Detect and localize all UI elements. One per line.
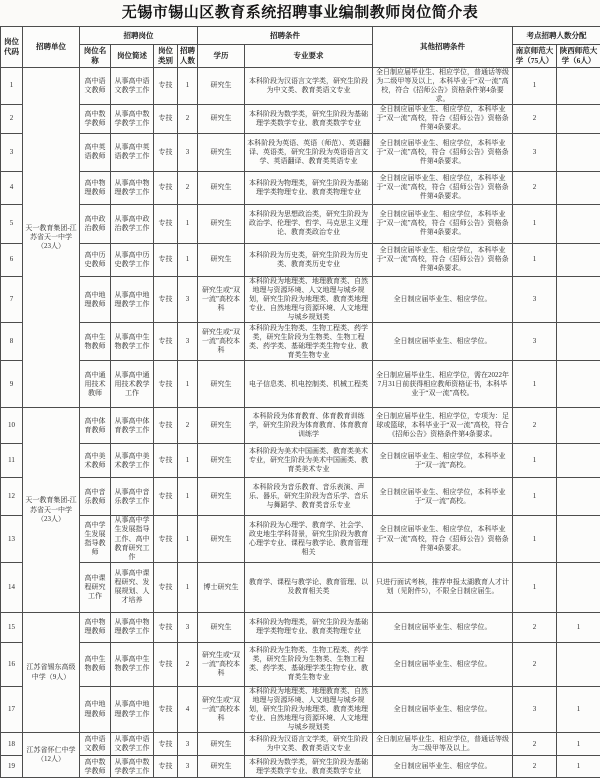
cell-other: 全日制应届毕业生、相应学位，本科毕业于“双一流”高校，符合《招师公告》资格条件第4条要求。 [373, 516, 513, 562]
cell-site-nanjing: 1 [513, 204, 557, 243]
cell-count: 2 [178, 171, 198, 204]
cell-code: 15 [1, 612, 23, 642]
cell-position-desc: 从事高中体育教学工作 [111, 408, 154, 444]
cell-site-shaanxi [557, 276, 600, 322]
cell-other: 全日制应届毕业生、相应学位，本科毕业于“双一流”高校。 [373, 444, 513, 478]
cell-position-name: 高中生物教师 [80, 642, 111, 686]
cell-position-type: 专技 [154, 612, 178, 642]
cell-position-type: 专技 [154, 686, 178, 732]
cell-position-name: 高中课程研究工作 [80, 562, 111, 612]
cell-site-shaanxi [557, 642, 600, 686]
table-row [1, 67, 600, 104]
col-header-position-type: 岗位类别 [154, 45, 178, 68]
cell-major: 本科阶段为生物类、生物工程类、药学类，研究生阶段为生物类、生物工程类、药学类、基础理学类生物专业、教育类生物专业 [245, 323, 373, 361]
cell-position-name: 高中物理教师 [80, 171, 111, 204]
cell-major: 本科阶段为数学类，研究生阶段为基础理学类数学专业、教育类数学专业 [245, 756, 373, 778]
cell-position-name: 高中政治教师 [80, 204, 111, 243]
cell-code: 6 [1, 243, 23, 276]
cell-position-desc: 从事高中生物教学工作 [111, 642, 154, 686]
cell-site-shaanxi [557, 478, 600, 516]
table-row [1, 756, 600, 778]
cell-position-name: 高中物理教师 [80, 612, 111, 642]
col-header-position-desc: 岗位简述 [111, 45, 154, 68]
cell-count: 1 [178, 361, 198, 408]
cell-site-shaanxi: 1 [557, 733, 600, 756]
cell-position-name: 高中通用技术教师 [80, 361, 111, 408]
cell-other: 全日制应届毕业生、相应学位。 [373, 756, 513, 778]
cell-code: 8 [1, 323, 23, 361]
table-row [1, 516, 600, 562]
cell-recruiting-unit: 江苏省怀仁中学（12人） [23, 733, 80, 778]
col-header-site-nanjing: 南京师范大学（75人） [513, 45, 557, 68]
cell-position-desc: 从事高中音乐教学工作 [111, 478, 154, 516]
cell-degree: 研究生 [198, 516, 245, 562]
cell-position-type: 专技 [154, 361, 178, 408]
cell-position-desc: 从事高中政治教学工作 [111, 204, 154, 243]
cell-position-name: 高中语文教师 [80, 733, 111, 756]
table-row [1, 104, 600, 133]
cell-other: 只进行面试考核，推荐申报太湖教育人才计划（见附件5），不限全日制应届生。 [373, 562, 513, 612]
cell-count: 3 [178, 323, 198, 361]
cell-site-nanjing: 2 [513, 171, 557, 204]
cell-degree: 研究生 [198, 444, 245, 478]
cell-other: 全日制应届毕业生、相应学位。 [373, 642, 513, 686]
cell-site-shaanxi [557, 516, 600, 562]
cell-position-type: 专技 [154, 516, 178, 562]
table-row [1, 276, 600, 322]
cell-position-type: 专技 [154, 67, 178, 104]
cell-position-type: 专技 [154, 408, 178, 444]
cell-site-shaanxi [557, 67, 600, 104]
cell-site-nanjing: 2 [513, 612, 557, 642]
cell-degree: 研究生 [198, 243, 245, 276]
positions-table [0, 26, 600, 778]
cell-site-nanjing: 3 [513, 686, 557, 732]
cell-other: 全日制应届毕业生、相应学位，本科毕业于“双一流”高校，符合《招师公告》资格条件第4条要求。 [373, 133, 513, 171]
cell-position-desc: 从事高中地理教学工作 [111, 686, 154, 732]
cell-site-nanjing: 3 [513, 323, 557, 361]
cell-code: 5 [1, 204, 23, 243]
cell-other: 全日制应届毕业生、相应学位，本科毕业于“双一流”高校，符合《招师公告》资格条件第4条要求。 [373, 171, 513, 204]
table-row [1, 204, 600, 243]
col-header-count: 招聘人数 [178, 45, 198, 68]
cell-position-desc: 从事高中通用技术教学工作 [111, 361, 154, 408]
cell-site-shaanxi [557, 104, 600, 133]
cell-degree: 研究生 [198, 104, 245, 133]
col-header-other: 其他招聘条件 [373, 27, 513, 68]
cell-degree: 研究生 [198, 612, 245, 642]
cell-position-name: 高中语文教师 [80, 67, 111, 104]
cell-degree: 研究生 [198, 756, 245, 778]
cell-position-name: 高中生物教师 [80, 323, 111, 361]
cell-count: 2 [178, 408, 198, 444]
col-header-code: 岗位代码 [1, 27, 23, 68]
cell-site-shaanxi [557, 562, 600, 612]
cell-position-type: 专技 [154, 171, 178, 204]
cell-code: 14 [1, 562, 23, 612]
col-header-position-name: 岗位名称 [80, 45, 111, 68]
cell-count: 3 [178, 276, 198, 322]
cell-code: 7 [1, 276, 23, 322]
table-row [1, 642, 600, 686]
cell-degree: 研究生 [198, 361, 245, 408]
cell-count: 3 [178, 133, 198, 171]
cell-other: 全日制应届毕业生、相应学位，专项为：足球或篮球，本科毕业于“双一流”高校，符合《招师公告》资格条件第4条要求。 [373, 408, 513, 444]
col-group-position: 招聘岗位 [80, 27, 198, 45]
cell-count: 3 [178, 733, 198, 756]
cell-recruiting-unit: 天一教育集团-江苏省天一中学（23人） [23, 67, 80, 408]
cell-position-type: 专技 [154, 733, 178, 756]
cell-degree: 研究生 [198, 171, 245, 204]
cell-other: 全日制应届毕业生、相应学位，本科毕业于“双一流”高校，符合《招师公告》资格条件第4条要求。 [373, 104, 513, 133]
cell-code: 1 [1, 67, 23, 104]
cell-site-nanjing: 2 [513, 733, 557, 756]
col-header-site-shaanxi: 陕西师范大学（6人） [557, 45, 600, 68]
cell-count: 1 [178, 67, 198, 104]
cell-site-nanjing: 1 [513, 562, 557, 612]
cell-position-name: 高中美术教师 [80, 444, 111, 478]
cell-position-desc: 从事高中物理教学工作 [111, 612, 154, 642]
cell-major: 本科阶段为音乐教育、音乐表演、声乐、器乐，研究生阶段为音乐学、音乐与舞蹈学、教育类音乐专业 [245, 478, 373, 516]
cell-position-desc: 从事高中生物教学工作 [111, 323, 154, 361]
cell-position-type: 专技 [154, 756, 178, 778]
cell-site-nanjing: 1 [513, 516, 557, 562]
cell-site-shaanxi [557, 323, 600, 361]
cell-major: 本科阶段为汉语言文学类，研究生阶段为中文类、教育类语文专业 [245, 733, 373, 756]
cell-code: 17 [1, 686, 23, 732]
cell-position-name: 高中学生发展指导教师 [80, 516, 111, 562]
cell-site-nanjing: 1 [513, 67, 557, 104]
cell-position-desc: 从事高中语文教学工作 [111, 67, 154, 104]
cell-code: 11 [1, 444, 23, 478]
cell-count: 2 [178, 104, 198, 133]
cell-position-desc: 从事高中美术教学工作 [111, 444, 154, 478]
cell-position-desc: 从事高中数学教学工作 [111, 104, 154, 133]
cell-major: 本科阶段为美术中国画类、教育类美术专业，研究生阶段为美术中国画类、教育类美术专业 [245, 444, 373, 478]
cell-major: 本科阶段为英语、英语（师范）、英语翻译、英语类，研究生阶段为英语语言文学、英语翻译、教育类英语专业 [245, 133, 373, 171]
cell-position-name: 高中数学教师 [80, 756, 111, 778]
cell-degree: 博士研究生 [198, 562, 245, 612]
cell-other: 全日制应届毕业生、相应学位。 [373, 323, 513, 361]
cell-other: 全日制应届毕业生、相应学位，普通话等级为二级甲等及以上，本科毕业于“双一流”高校，符合《招师公告》资格条件第4条要求。 [373, 67, 513, 104]
cell-other: 全日制应届毕业生、相应学位。 [373, 276, 513, 322]
col-header-unit: 招聘单位 [23, 27, 80, 68]
cell-count: 1 [178, 243, 198, 276]
cell-major: 教育学、课程与教学论、教育管理、以及教育相关类 [245, 562, 373, 612]
cell-recruiting-unit: 江苏省锡东高级中学（9人） [23, 612, 80, 732]
table-body [1, 67, 600, 778]
cell-degree: 研究生 [198, 204, 245, 243]
cell-recruiting-unit: 天一教育集团-江苏省天一中学（23人） [23, 408, 80, 612]
cell-code: 16 [1, 642, 23, 686]
cell-code: 3 [1, 133, 23, 171]
cell-major: 本科阶段为体育教育、体育教育训练学，研究生阶段为体育教育、体育教育训练学 [245, 408, 373, 444]
cell-position-type: 专技 [154, 444, 178, 478]
cell-position-name: 高中数学教师 [80, 104, 111, 133]
table-row [1, 612, 600, 642]
cell-position-type: 专技 [154, 204, 178, 243]
cell-code: 2 [1, 104, 23, 133]
cell-other: 全日制应届毕业生、相应学位。 [373, 612, 513, 642]
cell-major: 本科阶段为地理类、地理教育类、自然地理与资源环境、人文地理与城乡规划，研究生阶段为地理类、教育类地理专业、自然地理与资源环境、人文地理与城乡规划类 [245, 686, 373, 732]
cell-count: 1 [178, 562, 198, 612]
cell-site-shaanxi [557, 408, 600, 444]
cell-major: 本科阶段为生物类、生物工程类、药学类，研究生阶段为生物类、生物工程类、药学类、基础理学类生物专业、教育类生物专业 [245, 642, 373, 686]
cell-degree: 研究生 [198, 67, 245, 104]
cell-site-shaanxi [557, 361, 600, 408]
cell-site-nanjing: 2 [513, 104, 557, 133]
cell-other: 全日制应届毕业生、相应学位，普通话等级为二级甲等及以上。 [373, 733, 513, 756]
cell-site-shaanxi [557, 444, 600, 478]
cell-site-nanjing: 2 [513, 408, 557, 444]
table-row [1, 361, 600, 408]
cell-site-nanjing: 2 [513, 642, 557, 686]
cell-count: 2 [178, 642, 198, 686]
cell-position-name: 高中历史教师 [80, 243, 111, 276]
cell-count: 1 [178, 204, 198, 243]
table-row [1, 686, 600, 732]
cell-degree: 研究生或“双一流”高校本科 [198, 276, 245, 322]
cell-position-type: 专技 [154, 133, 178, 171]
cell-site-shaanxi: 1 [557, 612, 600, 642]
cell-position-type: 专技 [154, 478, 178, 516]
cell-degree: 研究生或“双一流”高校本科 [198, 686, 245, 732]
cell-site-nanjing: 1 [513, 243, 557, 276]
cell-count: 1 [178, 444, 198, 478]
table-row [1, 733, 600, 756]
cell-count: 1 [178, 478, 198, 516]
cell-count: 4 [178, 686, 198, 732]
cell-position-name: 高中英语教师 [80, 133, 111, 171]
cell-position-desc: 从事高中学生发展指导工作、高中教育研究工作 [111, 516, 154, 562]
cell-major: 本科阶段为汉语言文学类，研究生阶段为中文类、教育类语文专业 [245, 67, 373, 104]
cell-site-nanjing: 3 [513, 276, 557, 322]
cell-position-type: 专技 [154, 276, 178, 322]
cell-position-type: 专技 [154, 323, 178, 361]
cell-degree: 研究生 [198, 133, 245, 171]
cell-site-nanjing: 1 [513, 478, 557, 516]
cell-position-desc: 从事高中地理教学工作 [111, 276, 154, 322]
cell-position-desc: 从事高中物理教学工作 [111, 171, 154, 204]
col-header-major: 专业要求 [245, 45, 373, 68]
table-row [1, 562, 600, 612]
cell-position-type: 专技 [154, 562, 178, 612]
cell-degree: 研究生或“双一流”高校本科 [198, 323, 245, 361]
cell-other: 全日制应届毕业生、相应学位，本科毕业于“双一流”高校，符合《招师公告》资格条件第4条要求。 [373, 243, 513, 276]
table-row [1, 243, 600, 276]
cell-degree: 研究生 [198, 478, 245, 516]
cell-degree: 研究生 [198, 408, 245, 444]
cell-code: 13 [1, 516, 23, 562]
cell-site-shaanxi: 1 [557, 756, 600, 778]
cell-position-name: 高中地理教师 [80, 686, 111, 732]
cell-count: 3 [178, 756, 198, 778]
cell-code: 9 [1, 361, 23, 408]
cell-position-desc: 从事高中语文教学工作 [111, 733, 154, 756]
cell-code: 4 [1, 171, 23, 204]
cell-count: 1 [178, 516, 198, 562]
cell-site-nanjing: 1 [513, 361, 557, 408]
cell-position-name: 高中地理教师 [80, 276, 111, 322]
cell-major: 本科阶段为物理类，研究生阶段为基础理学类物理专业、教育类物理专业 [245, 171, 373, 204]
table-row [1, 133, 600, 171]
cell-degree: 研究生 [198, 733, 245, 756]
cell-code: 18 [1, 733, 23, 756]
page-title: 无锡市锡山区教育系统招聘事业编制教师岗位简介表 [0, 0, 600, 26]
cell-site-shaanxi [557, 204, 600, 243]
cell-other: 全日制应届毕业生、相应学位，本科毕业于“双一流”高校，符合《招师公告》资格条件第4条要求。 [373, 204, 513, 243]
cell-site-nanjing: 2 [513, 756, 557, 778]
table-row [1, 323, 600, 361]
cell-count: 3 [178, 612, 198, 642]
cell-position-type: 专技 [154, 243, 178, 276]
col-group-site-allocation: 考点招聘人数分配 [513, 27, 600, 45]
cell-code: 10 [1, 408, 23, 444]
cell-major: 本科阶段为数学类，研究生阶段为基础理学类数学专业、教育类数学专业 [245, 104, 373, 133]
cell-major: 本科阶段为心理学、教育学、社会学、政史地生学科背景，研究生阶段为教育心理学专业、课程与教学论、教育管理相关 [245, 516, 373, 562]
cell-major: 本科阶段为思想政治类，研究生阶段为政治学、伦理学、哲学、马克思主义理论、教育类政治专业 [245, 204, 373, 243]
cell-code: 19 [1, 756, 23, 778]
cell-position-desc: 从事高中历史教学工作 [111, 243, 154, 276]
cell-other: 全日制应届毕业生、相应学位，需在2022年7月31日前获得相应教师资格证书，本科毕业于“双一流”高校。 [373, 361, 513, 408]
cell-site-shaanxi [557, 243, 600, 276]
cell-other: 全日制应届毕业生、相应学位。 [373, 686, 513, 732]
table-row [1, 171, 600, 204]
cell-degree: 研究生或“双一流”高校本科 [198, 642, 245, 686]
table-row [1, 444, 600, 478]
cell-position-type: 专技 [154, 104, 178, 133]
col-header-degree: 学历 [198, 45, 245, 68]
cell-code: 12 [1, 478, 23, 516]
table-row [1, 478, 600, 516]
cell-site-nanjing: 3 [513, 133, 557, 171]
cell-position-type: 专技 [154, 642, 178, 686]
cell-major: 电子信息类、机电控制类、机械工程类 [245, 361, 373, 408]
cell-position-desc: 从事高中数学教学工作 [111, 756, 154, 778]
cell-site-shaanxi: 1 [557, 686, 600, 732]
cell-major: 本科阶段为历史类，研究生阶段为历史类、教育类历史专业 [245, 243, 373, 276]
cell-position-desc: 从事高中课程研究、发展规划、人才培养 [111, 562, 154, 612]
cell-other: 全日制应届毕业生、相应学位，本科毕业于“双一流”高校。 [373, 478, 513, 516]
cell-position-desc: 从事高中英语教学工作 [111, 133, 154, 171]
table-header [1, 27, 600, 68]
cell-position-name: 高中体育教师 [80, 408, 111, 444]
cell-major: 本科阶段为地理类、地理教育类、自然地理与资源环境、人文地理与城乡规划，研究生阶段为地理类、教育类地理专业、自然地理与资源环境、人文地理与城乡规划类 [245, 276, 373, 322]
cell-site-shaanxi [557, 171, 600, 204]
cell-major: 本科阶段为物理类，研究生阶段为基础理学类物理专业、教育类物理专业 [245, 612, 373, 642]
cell-site-shaanxi [557, 133, 600, 171]
cell-position-name: 高中音乐教师 [80, 478, 111, 516]
col-group-condition: 招聘条件 [198, 27, 373, 45]
cell-site-nanjing: 1 [513, 444, 557, 478]
table-row [1, 408, 600, 444]
